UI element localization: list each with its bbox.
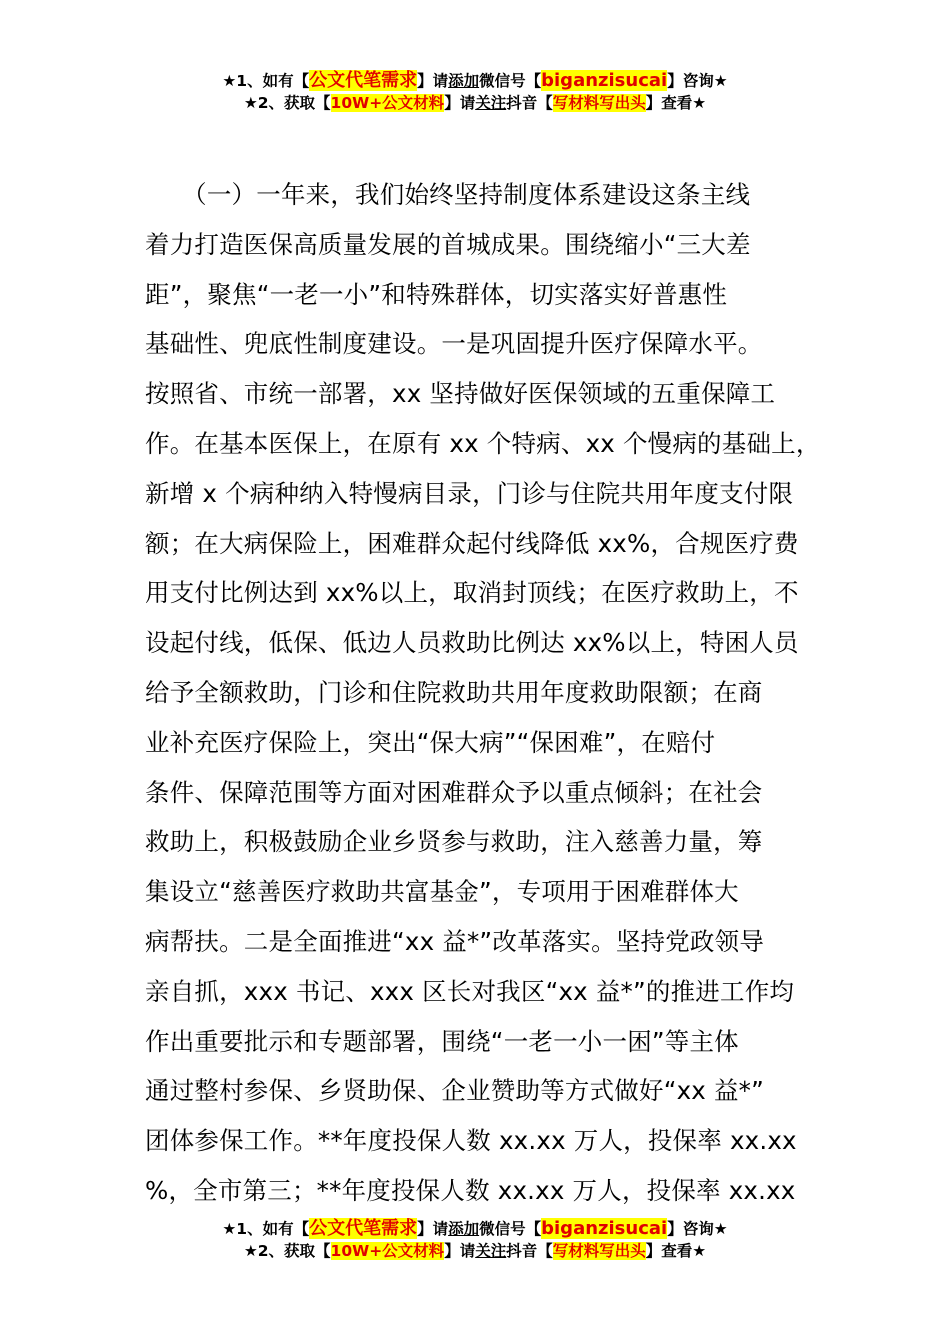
- body-line: 设起付线，低保、低边人员救助比例达 xx%以上，特困人员: [145, 628, 799, 658]
- body-line: （一）一年来，我们始终坚持制度体系建设这条主线: [145, 180, 751, 209]
- banner-text: 】请: [444, 1242, 476, 1260]
- banner-text: 】请: [444, 94, 476, 112]
- banner-text: ★1、如有【: [222, 1220, 310, 1238]
- body-line: 亲自抓，xxx 书记、xxx 区长对我区“xx 益*”的推进工作均: [145, 976, 795, 1006]
- body-line: 作出重要批示和专题部署，围绕“一老一小一困”等主体: [145, 1026, 739, 1056]
- banner-text: 】请: [417, 72, 449, 90]
- banner-text: 】请: [417, 1220, 449, 1238]
- body-line: 按照省、市统一部署，xx 坚持做好医保领域的五重保障工: [145, 379, 776, 409]
- underlined-text: 关注: [475, 94, 507, 112]
- banner-line-2: [0, 1240, 950, 1262]
- body-line: %，全市第三；**年度投保人数 xx.xx 万人，投保率 xx.xx: [145, 1175, 796, 1205]
- document-body: [145, 170, 845, 1216]
- body-line: 额；在大病保险上，困难群众起付线降低 xx%，合规医疗费: [145, 528, 799, 558]
- body-line: 团体参保工作。**年度投保人数 xx.xx 万人，投保率 xx.xx: [145, 1126, 797, 1156]
- underlined-text: 添加: [448, 72, 480, 90]
- body-line: 业补充医疗保险上，突出“保大病”“保困难”，在赔付: [145, 727, 716, 757]
- douyin-id-highlight: 写材料写出头: [552, 94, 646, 112]
- body-line: 作。在基本医保上，在原有 xx 个特病、xx 个慢病的基础上，: [145, 428, 821, 458]
- body-line: 新增 x 个病种纳入特慢病目录，门诊与住院共用年度支付限: [145, 478, 794, 508]
- underlined-text: 添加: [448, 1220, 480, 1238]
- banner-text: 】咨询★: [667, 1220, 728, 1238]
- header-banner: [0, 70, 950, 114]
- banner-text: ★2、获取【: [243, 1242, 331, 1260]
- body-line: 条件、保障范围等方面对困难群众予以重点倾斜；在社会: [145, 777, 763, 807]
- body-line: 用支付比例达到 xx%以上，取消封顶线；在医疗救助上，不: [145, 578, 799, 608]
- banner-line-1: [0, 70, 950, 92]
- footer-banner: [0, 1218, 950, 1262]
- banner-text: 抖音【: [506, 94, 553, 112]
- banner-line-2: [0, 92, 950, 114]
- body-line: 距”，聚焦“一老一小”和特殊群体，切实落实好普惠性: [145, 279, 728, 309]
- body-line: 救助上，积极鼓励企业乡贤参与救助，注入慈善力量，筹: [145, 827, 763, 857]
- banner-text: 抖音【: [506, 1242, 553, 1260]
- banner-text: ★1、如有【: [222, 72, 310, 90]
- highlight-text: 10W+公文材料: [330, 1242, 445, 1260]
- wechat-id-highlight: biganzisucai: [541, 1218, 668, 1239]
- underlined-text: 关注: [475, 1242, 507, 1260]
- body-line: 着力打造医保高质量发展的首城成果。围绕缩小“三大差: [145, 229, 751, 259]
- body-line: 集设立“慈善医疗救助共富基金”，专项用于困难群体大: [145, 877, 739, 907]
- banner-text: ★2、获取【: [243, 94, 331, 112]
- body-line: 病帮扶。二是全面推进“xx 益*”改革落实。坚持党政领导: [145, 926, 765, 956]
- banner-text: 】查看★: [645, 1242, 707, 1260]
- body-line: 通过整村参保、乡贤助保、企业赞助等方式做好“xx 益*”: [145, 1076, 765, 1106]
- banner-text: 微信号【: [479, 1220, 542, 1238]
- wechat-id-highlight: biganzisucai: [541, 70, 668, 91]
- banner-text: 】查看★: [645, 94, 707, 112]
- highlight-text: 公文代笔需求: [309, 1218, 418, 1239]
- banner-text: 微信号【: [479, 72, 542, 90]
- banner-line-1: [0, 1218, 950, 1240]
- body-line: 给予全额救助，门诊和住院救助共用年度救助限额；在商: [145, 677, 763, 707]
- highlight-text: 公文代笔需求: [309, 70, 418, 91]
- highlight-text: 10W+公文材料: [330, 94, 445, 112]
- banner-text: 】咨询★: [667, 72, 728, 90]
- body-line: 基础性、兜底性制度建设。一是巩固提升医疗保障水平。: [145, 329, 763, 359]
- douyin-id-highlight: 写材料写出头: [552, 1242, 646, 1260]
